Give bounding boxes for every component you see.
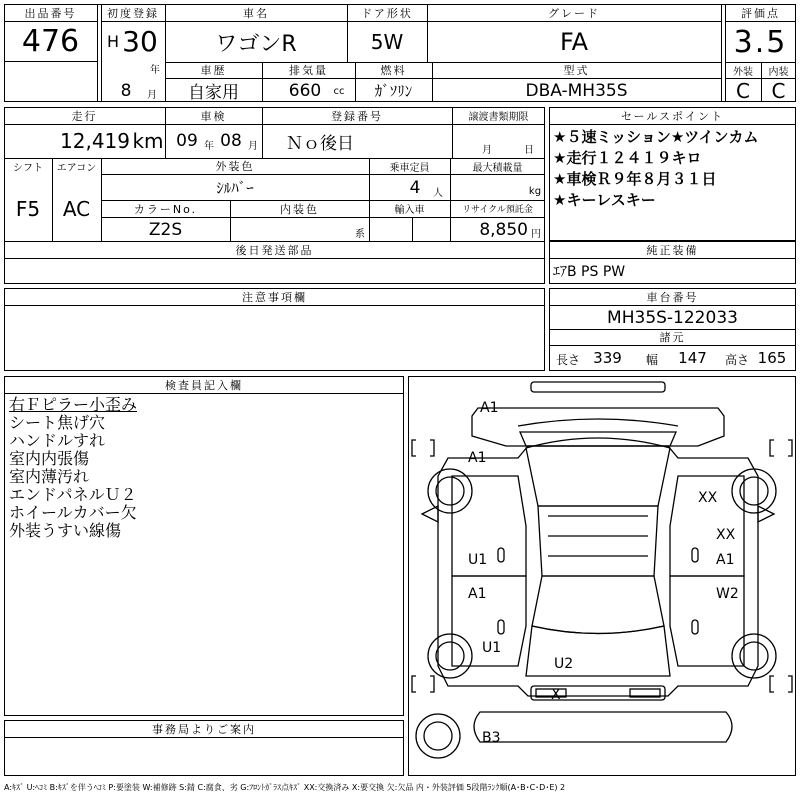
sales-point: ★キーレスキー [553, 191, 656, 209]
history-label: 車歴 [200, 64, 227, 77]
era-code: H [106, 31, 120, 51]
shift-label: シフト [13, 162, 43, 174]
inspector-note: エンドパネルＵ２ [9, 485, 137, 504]
sales-points-list [553, 127, 793, 211]
damage-mark: A1 [716, 552, 735, 568]
registration-number: Ｎｏ後日 [286, 134, 354, 154]
inspector-note: 室内薄汚れ [9, 467, 90, 486]
damage-mark: A1 [468, 450, 487, 466]
inspection-year-unit: 年 [204, 140, 214, 152]
transfer-day-unit: 日 [524, 144, 534, 156]
height: 165 [757, 349, 787, 367]
interior-color-unit: 系 [355, 228, 365, 239]
sales-points-label: セールスポイント [620, 109, 724, 123]
mileage-label: 走行 [71, 109, 98, 123]
inspection-label: 車検 [200, 109, 227, 123]
legend: A:ｷｽﾞ U:ﾍｺﾐ B:ｷｽﾞを伴うﾍｺﾐ P:要塗装 W:補修跡 S:錆 C:腐食、劣 G:ﾌﾛﾝﾄｶﾞﾗｽ点ｷｽﾞ XX:交換済み X:要交換 欠:欠品 内・外装評価 5段階ﾗﾝｸ順(A･B･C･D･E) 2 [4, 783, 566, 792]
damage-mark: W2 [716, 586, 739, 602]
inspector-note: 右Ｆピラー小歪み [9, 395, 138, 414]
transfer-deadline-label: 譲渡書類期限 [468, 112, 529, 123]
fuel: ｶﾞｿﾘﾝ [374, 82, 413, 100]
damage-mark: X [551, 687, 561, 703]
year-unit: 年 [150, 64, 160, 75]
equipment-label: 純正装備 [646, 243, 699, 257]
interior-grade: C [771, 79, 786, 102]
cautions-label: 注意事項欄 [242, 290, 307, 304]
exterior-label: 外装 [733, 66, 753, 78]
import-label: 輸入車 [394, 205, 425, 216]
capacity-label: 乗車定員 [389, 162, 430, 174]
interior-color-label: 内装色 [280, 202, 319, 216]
inspector-note: 室内内張傷 [9, 449, 90, 468]
lot-number: 476 [21, 24, 80, 59]
chassis-number: MH35S-122033 [607, 307, 738, 328]
damage-mark: XX [698, 490, 718, 506]
sales-point: ★走行１２４１９キロ [553, 149, 702, 167]
sales-point: ★５速ミッション★ツインカム [553, 128, 759, 146]
damage-mark: U1 [468, 552, 488, 568]
equipment: ｴｱB PS PW [553, 264, 626, 280]
car-name-label: 車名 [243, 6, 269, 20]
office-info-label: 事務局よりご案内 [152, 722, 256, 736]
max-load-label: 最大積載量 [472, 162, 523, 174]
length-label: 長さ [555, 352, 580, 367]
displacement-unit: cc [333, 86, 345, 97]
height-label: 高さ [724, 352, 749, 367]
aircon-label: エアコン [56, 162, 97, 174]
capacity: 4 [409, 178, 421, 198]
mileage: 12,419 [60, 129, 130, 153]
width: 147 [678, 349, 707, 367]
evaluation-score: 3.5 [733, 24, 788, 60]
displacement-label: 排気量 [289, 64, 328, 77]
inspection-year: 09 [176, 131, 198, 151]
shift: F5 [15, 196, 41, 221]
grade: FA [559, 28, 589, 56]
history: 自家用 [188, 83, 239, 102]
damage-mark: A1 [480, 400, 499, 416]
inspector-note: ハンドルすれ [9, 431, 106, 450]
recycle-fee-label: リサイクル預託金 [462, 205, 533, 215]
inspector-note: シート焦げ穴 [9, 413, 106, 432]
car-diagram [408, 376, 796, 776]
fuel-label: 燃料 [380, 64, 407, 77]
inspector-note: ホイールカバー欠 [9, 503, 137, 522]
capacity-unit: 人 [433, 187, 443, 199]
lot-number-label: 出品番号 [24, 6, 77, 20]
chassis-number-label: 車台番号 [646, 290, 699, 304]
displacement: 660 [288, 80, 322, 101]
damage-mark: U1 [482, 640, 502, 656]
transfer-month-unit: 月 [482, 144, 492, 156]
score-label: 評価点 [741, 6, 780, 20]
inspector-note: 外装うすい線傷 [9, 521, 122, 540]
aircon: AC [62, 196, 91, 221]
month-unit: 月 [147, 89, 157, 100]
recycle-fee: 8,850 [479, 219, 528, 240]
max-load-unit: kg [528, 185, 542, 197]
car-name: ワゴンR [215, 31, 297, 57]
mileage-unit: km [132, 129, 164, 153]
door-type: 5W [370, 30, 404, 54]
width-label: 幅 [645, 352, 658, 367]
body-color-label: 外装色 [215, 160, 255, 173]
dimensions-label: 諸元 [659, 331, 686, 344]
registration-number-label: 登録番号 [331, 109, 383, 123]
damage-mark: A1 [468, 586, 487, 602]
damage-mark: U2 [554, 656, 574, 672]
later-parts-label: 後日発送部品 [235, 243, 314, 257]
exterior-grade: C [736, 79, 750, 102]
color-number: Z2S [148, 219, 183, 240]
grade-label: グレード [548, 6, 600, 20]
first-registration-label: 初度登録 [107, 6, 159, 20]
door-type-label: ドア形状 [361, 6, 413, 20]
body-color: ｼﾙﾊﾞｰ [216, 179, 254, 197]
color-number-label: カラーNo. [133, 202, 198, 216]
registration-month: 8 [120, 81, 132, 101]
damage-mark: B3 [482, 730, 501, 746]
model-label: 型式 [563, 64, 590, 77]
damage-mark: XX [716, 527, 736, 543]
model-code: DBA-MH35S [525, 80, 628, 101]
length: 339 [593, 349, 622, 367]
interior-label: 内装 [768, 66, 789, 78]
inspector-notes-list [9, 396, 399, 540]
registration-year: 30 [122, 24, 158, 58]
inspection-month: 08 [220, 131, 242, 151]
inspector-notes-label: 検査員記入欄 [165, 378, 243, 392]
recycle-fee-unit: 円 [531, 228, 541, 239]
inspection-month-unit: 月 [248, 140, 258, 152]
sales-point: ★車検Ｒ９年８月３１日 [553, 170, 717, 188]
